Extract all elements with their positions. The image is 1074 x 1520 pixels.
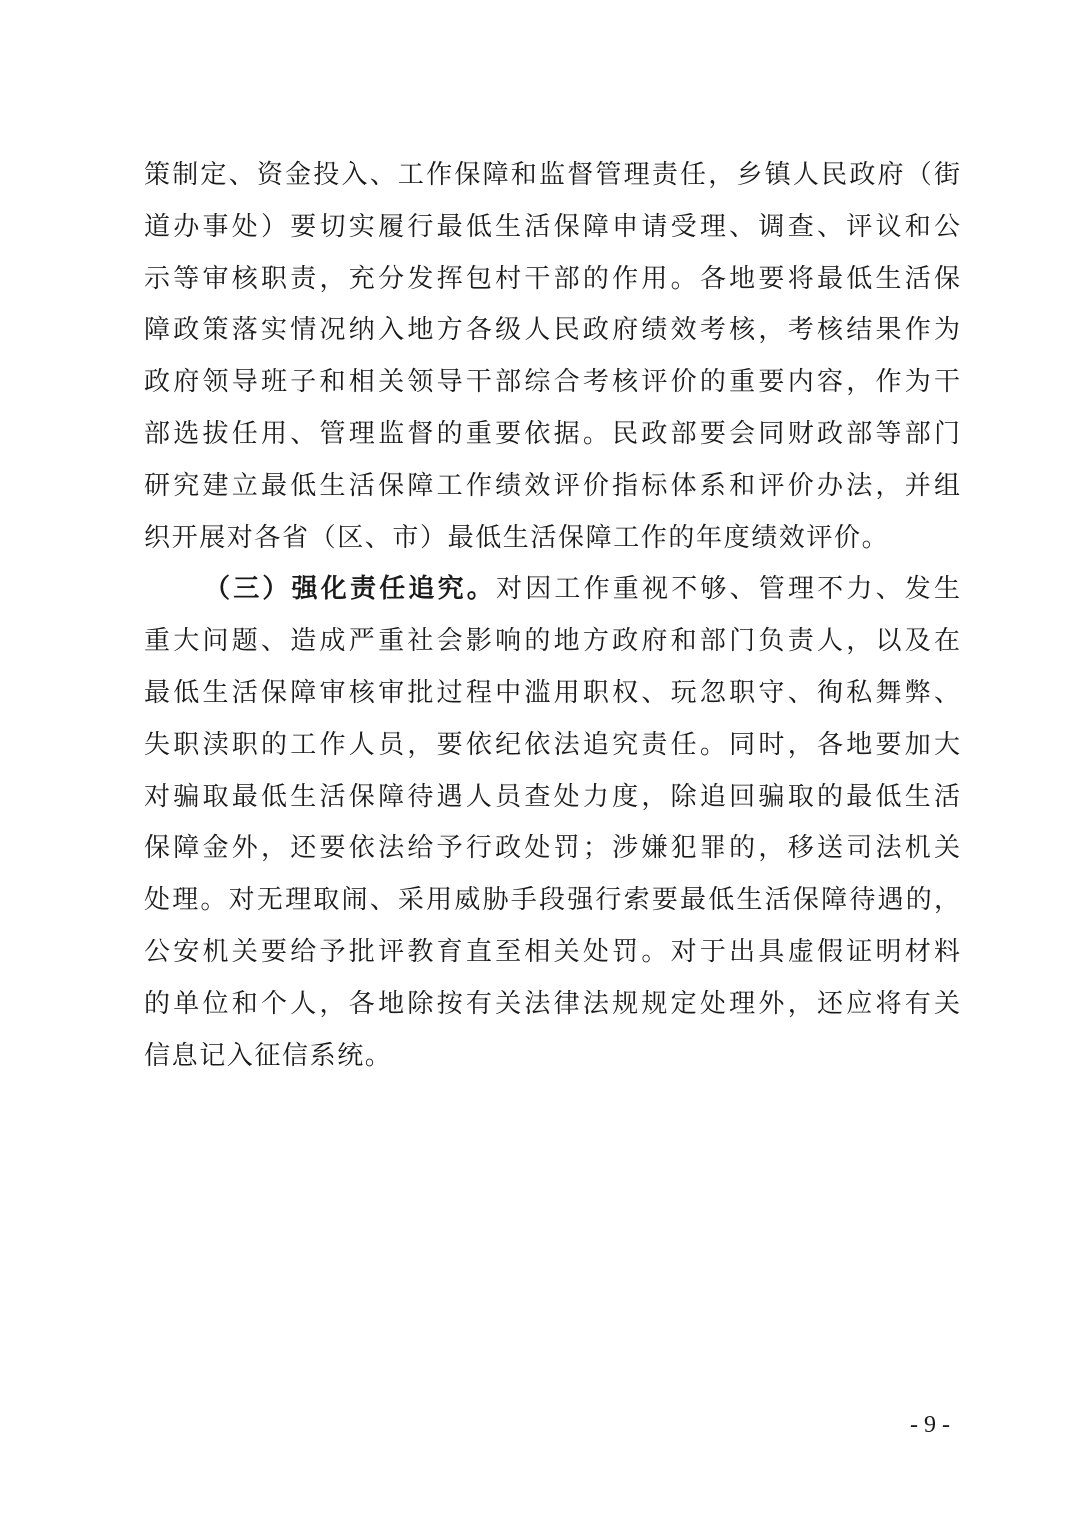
section-heading-rest: 对因工作重视不够、管理不力、发生 [496, 574, 960, 605]
text-line: 对骗取最低生活保障待遇人员查处力度，除追回骗取的最低生活 [144, 781, 960, 812]
text-line: 研究建立最低生活保障工作绩效评价指标体系和评价办法，并组 [144, 470, 960, 501]
text-line: 处理。对无理取闹、采用威胁手段强行索要最低生活保障待遇的， [144, 885, 960, 916]
text-line: 最低生活保障审核审批过程中滥用职权、玩忽职守、徇私舞弊、 [144, 677, 960, 708]
text-line: 示等审核职责，充分发挥包村干部的作用。各地要将最低生活保 [144, 263, 960, 294]
text-line: 失职渎职的工作人员，要依纪依法追究责任。同时，各地要加大 [144, 729, 960, 760]
text-line: 部选拔任用、管理监督的重要依据。民政部要会同财政部等部门 [144, 418, 960, 449]
text-line: 政府领导班子和相关领导干部综合考核评价的重要内容，作为干 [144, 367, 960, 398]
text-line: 策制定、资金投入、工作保障和监督管理责任，乡镇人民政府（街 [144, 160, 960, 190]
text-line: 障政策落实情况纳入地方各级人民政府绩效考核，考核结果作为 [144, 315, 960, 346]
text-line: 信息记入征信系统。 [144, 1040, 393, 1071]
section-heading-line [144, 564, 960, 616]
text-line: 的单位和个人，各地除按有关法律法规规定处理外，还应将有关 [144, 988, 960, 1019]
text-line: 公安机关要给予批评教育直至相关处罚。对于出具虚假证明材料 [144, 936, 960, 967]
body-text [144, 150, 960, 1082]
text-line: 织开展对各省（区、市）最低生活保障工作的年度绩效评价。 [144, 522, 890, 553]
page-number: - 9 - [910, 1412, 950, 1438]
text-line: 道办事处）要切实履行最低生活保障申请受理、调查、评议和公 [144, 211, 960, 242]
text-line: 保障金外，还要依法给予行政处罚；涉嫌犯罪的，移送司法机关 [144, 833, 960, 864]
section-heading: （三）强化责任追究。 [204, 574, 496, 605]
text-line: 重大问题、造成严重社会影响的地方政府和部门负责人，以及在 [144, 626, 960, 657]
